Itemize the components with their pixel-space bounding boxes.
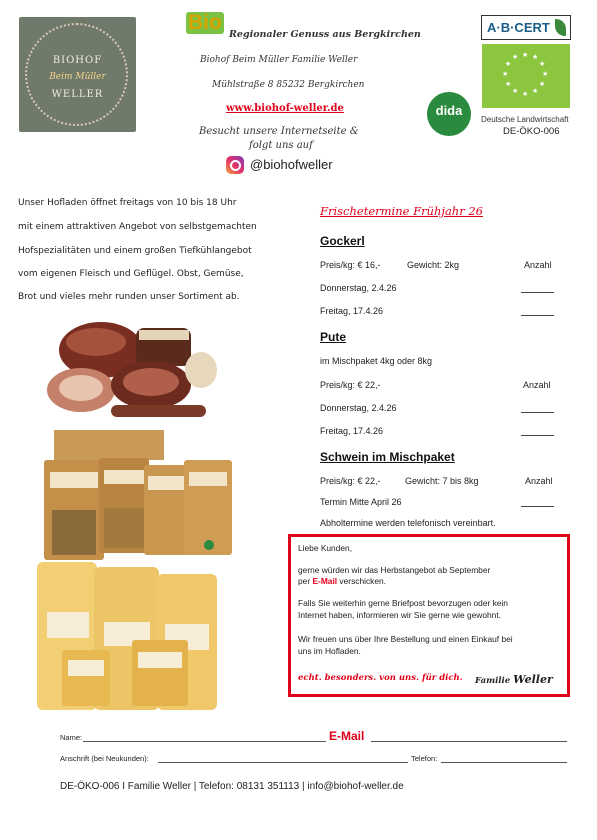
website-link[interactable]: www.biohof-weller.de [226, 103, 344, 114]
gockerl-price: Preis/kg: € 16,- [320, 260, 381, 270]
abcert-badge [481, 15, 571, 40]
notice-paragraph-1-line-1: gerne würden wir das Herbstangebot ab September [298, 565, 491, 575]
phone-field[interactable] [441, 762, 567, 763]
pickup-note: Abholtermine werden telefonisch vereinbart. [320, 518, 496, 528]
intro-line-3: Hofspezialitäten und einem großen Tiefkühlangebot [18, 246, 252, 256]
pute-quantity-field-1[interactable] [521, 412, 554, 413]
notice-text: per [298, 576, 313, 586]
slogan: echt. besonders. von uns. für dich. [298, 673, 463, 683]
gockerl-amount-label: Anzahl [524, 260, 552, 270]
signature-family: Familie [475, 676, 511, 686]
notice-paragraph-3-line-1: Wir freuen uns über Ihre Bestellung und einen Einkauf bei [298, 634, 513, 644]
logo-line-2: Beim Müller [49, 72, 106, 82]
farm-logo [19, 17, 136, 132]
notice-paragraph-2-line-1: Falls Sie weiterhin gerne Briefpost bevorzugen oder kein [298, 598, 508, 608]
notice-email-word: E-Mail [312, 576, 338, 586]
signature [475, 673, 553, 686]
gockerl-quantity-field-1[interactable] [521, 292, 554, 293]
schwein-amount-label: Anzahl [525, 476, 553, 486]
phone-label: Telefon: [411, 754, 438, 763]
intro-line-2: mit einem attraktiven Angebot von selbstgemachten [18, 222, 257, 232]
bio-label: Bio [188, 11, 222, 34]
signature-name: Weller [513, 673, 553, 686]
meat-products-image [41, 310, 220, 423]
gockerl-heading: Gockerl [320, 234, 365, 248]
eu-caption: Deutsche Landwirtschaft [481, 115, 569, 124]
intro-line-4: vom eigenen Fleisch und Geflügel. Obst, Gemüse, [18, 269, 244, 279]
schwein-weight: Gewicht: 7 bis 8kg [405, 476, 479, 486]
pute-price: Preis/kg: € 22,- [320, 380, 381, 390]
instagram-handle[interactable]: @biohofweller [250, 157, 333, 172]
instagram-icon [226, 156, 244, 174]
gockerl-date-1: Donnerstag, 2.4.26 [320, 283, 397, 293]
eu-code: DE-ÖKO-006 [503, 126, 560, 137]
leaf-icon [555, 19, 566, 36]
dida-badge [427, 92, 471, 136]
schwein-heading: Schwein im Mischpaket [320, 450, 455, 464]
schwein-price: Preis/kg: € 22,- [320, 476, 381, 486]
gockerl-weight: Gewicht: 2kg [407, 260, 460, 270]
pasta-packages-image [32, 562, 233, 710]
pute-heading: Pute [320, 330, 347, 344]
schwein-quantity-field[interactable] [521, 506, 554, 507]
visit-line-2: folgt uns auf [249, 140, 313, 151]
pute-date-1: Donnerstag, 2.4.26 [320, 403, 397, 413]
notice-text: verschicken. [337, 576, 386, 586]
gockerl-quantity-field-2[interactable] [521, 315, 554, 316]
schwein-date: Termin Mitte April 26 [320, 497, 402, 507]
fresh-dates-title: Frischetermine Frühjahr 26 [320, 204, 483, 218]
bio-claim: Regionaler Genuss aus Bergkirchen [229, 29, 421, 40]
gockerl-date-2: Freitag, 17.4.26 [320, 306, 384, 316]
dida-label: dida [435, 103, 463, 118]
notice-paragraph-1-line-2 [298, 576, 560, 587]
email-field[interactable] [371, 741, 567, 742]
visit-line-1: Besucht unsere Internetseite & [199, 126, 359, 137]
intro-line-5: Brot und vieles mehr runden unser Sortiment ab. [18, 292, 240, 302]
abcert-label: A·B·CERT [487, 20, 550, 35]
footer-contact: DE-ÖKO-006 I Familie Weller | Telefon: 08131 351113 | info@biohof-weller.de [60, 781, 404, 792]
name-label: Name: [60, 733, 83, 742]
name-field[interactable] [83, 741, 326, 742]
address-field[interactable] [158, 762, 408, 763]
pute-package: im Mischpaket 4kg oder 8kg [320, 356, 433, 366]
notice-greeting: Liebe Kunden, [298, 543, 353, 553]
farm-address: Mühlstraße 8 85232 Bergkirchen [212, 80, 365, 90]
pute-amount-label: Anzahl [523, 380, 551, 390]
noodle-bags-image [44, 430, 234, 560]
farm-name: Biohof Beim Müller Familie Weller [200, 55, 358, 65]
pute-date-2: Freitag, 17.4.26 [320, 426, 384, 436]
email-label: E-Mail [329, 729, 365, 743]
address-label: Anschrift (bei Neukunden): [60, 754, 149, 763]
logo-line-1: BIOHOF [52, 55, 103, 66]
eu-organic-leaf-logo: ★ ★ ★ ★ ★ ★ ★ ★ ★ ★ ★ ★ [482, 44, 570, 108]
logo-line-3: WELLER [51, 89, 104, 100]
notice-paragraph-3-line-2: uns im Hofladen. [298, 646, 361, 656]
intro-line-1: Unser Hofladen öffnet freitags von 10 bis 18 Uhr [18, 198, 237, 208]
notice-paragraph-2-line-2: Internet haben, informieren wir Sie gerne wie gewohnt. [298, 610, 501, 620]
pute-quantity-field-2[interactable] [521, 435, 554, 436]
